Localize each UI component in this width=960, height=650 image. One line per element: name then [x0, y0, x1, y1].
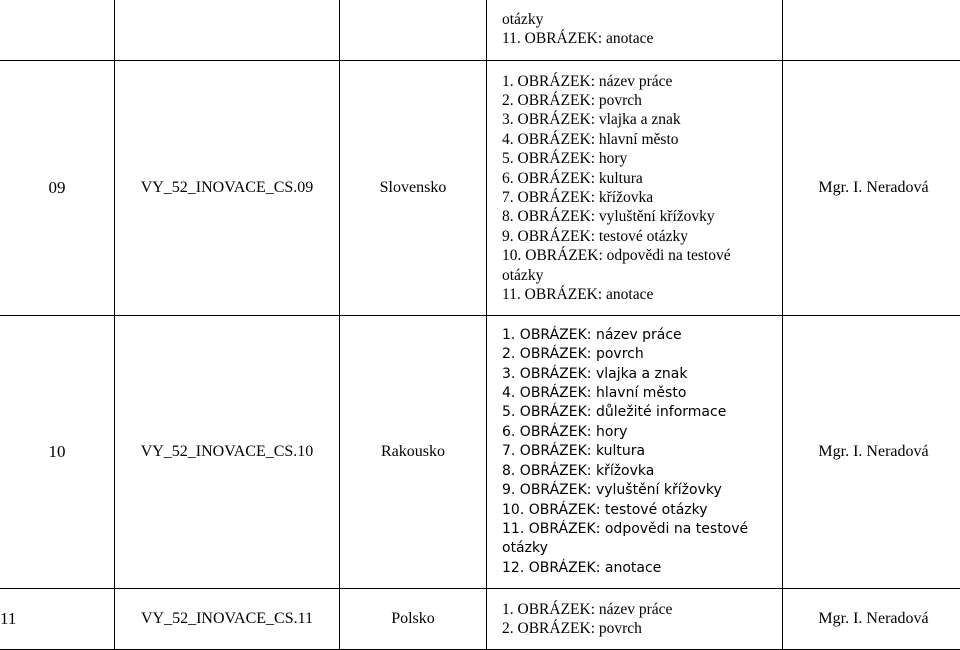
- items-cell: [487, 316, 783, 589]
- items-list: [487, 326, 782, 578]
- material-code: VY_52_INOVACE_CS.10: [115, 316, 340, 589]
- list-item: 4. OBRÁZEK: hlavní město: [502, 130, 782, 149]
- list-item: 1. OBRÁZEK: název práce: [502, 326, 782, 345]
- list-item: 1. OBRÁZEK: název práce: [502, 72, 782, 91]
- list-item: 1. OBRÁZEK: název práce: [502, 600, 782, 619]
- list-item: 11. OBRÁZEK: anotace: [502, 285, 782, 304]
- list-item: 7. OBRÁZEK: křížovka: [502, 188, 782, 207]
- list-item: 5. OBRÁZEK: hory: [502, 149, 782, 168]
- list-item: 6. OBRÁZEK: hory: [502, 423, 782, 442]
- list-item: 8. OBRÁZEK: vyluštění křížovky: [502, 207, 782, 226]
- list-item: 2. OBRÁZEK: povrch: [502, 91, 782, 110]
- list-item: otázky: [502, 266, 782, 285]
- row-number: 11: [0, 589, 115, 650]
- list-item: 9. OBRÁZEK: vyluštění křížovky: [502, 481, 782, 500]
- list-item: otázky: [502, 539, 782, 558]
- author-name: Mgr. I. Neradová: [783, 316, 960, 589]
- items-list: [487, 72, 782, 305]
- list-item: 2. OBRÁZEK: povrch: [502, 345, 782, 364]
- material-code: VY_52_INOVACE_CS.09: [115, 61, 340, 316]
- table-row: [0, 0, 960, 61]
- list-item: otázky: [502, 10, 782, 29]
- country-name: Slovensko: [340, 61, 487, 316]
- author-name: Mgr. I. Neradová: [783, 61, 960, 316]
- material-code: [115, 0, 340, 61]
- items-list: [487, 600, 782, 639]
- country-name: Rakousko: [340, 316, 487, 589]
- list-item: 5. OBRÁZEK: důležité informace: [502, 403, 782, 422]
- items-cell: [487, 589, 783, 650]
- list-item: 11. OBRÁZEK: anotace: [502, 29, 782, 48]
- list-item: 6. OBRÁZEK: kultura: [502, 169, 782, 188]
- author-name: [783, 0, 960, 61]
- items-cell: [487, 61, 783, 316]
- list-item: 2. OBRÁZEK: povrch: [502, 619, 782, 638]
- table-row: [0, 589, 960, 650]
- row-number: 09: [0, 61, 115, 316]
- list-item: 9. OBRÁZEK: testové otázky: [502, 227, 782, 246]
- list-item: 10. OBRÁZEK: odpovědi na testové: [502, 246, 782, 265]
- country-name: Polsko: [340, 589, 487, 650]
- list-item: 12. OBRÁZEK: anotace: [502, 559, 782, 578]
- country-name: [340, 0, 487, 61]
- row-number: [0, 0, 115, 61]
- row-number: 10: [0, 316, 115, 589]
- material-code: VY_52_INOVACE_CS.11: [115, 589, 340, 650]
- list-item: 8. OBRÁZEK: křížovka: [502, 462, 782, 481]
- items-cell: [487, 0, 783, 61]
- list-item: 3. OBRÁZEK: vlajka a znak: [502, 365, 782, 384]
- list-item: 7. OBRÁZEK: kultura: [502, 442, 782, 461]
- list-item: 11. OBRÁZEK: odpovědi na testové: [502, 520, 782, 539]
- items-list: [487, 10, 782, 49]
- list-item: 4. OBRÁZEK: hlavní město: [502, 384, 782, 403]
- table-row: [0, 61, 960, 316]
- table-row: [0, 316, 960, 589]
- list-item: 10. OBRÁZEK: testové otázky: [502, 501, 782, 520]
- list-item: 3. OBRÁZEK: vlajka a znak: [502, 110, 782, 129]
- author-name: Mgr. I. Neradová: [783, 589, 960, 650]
